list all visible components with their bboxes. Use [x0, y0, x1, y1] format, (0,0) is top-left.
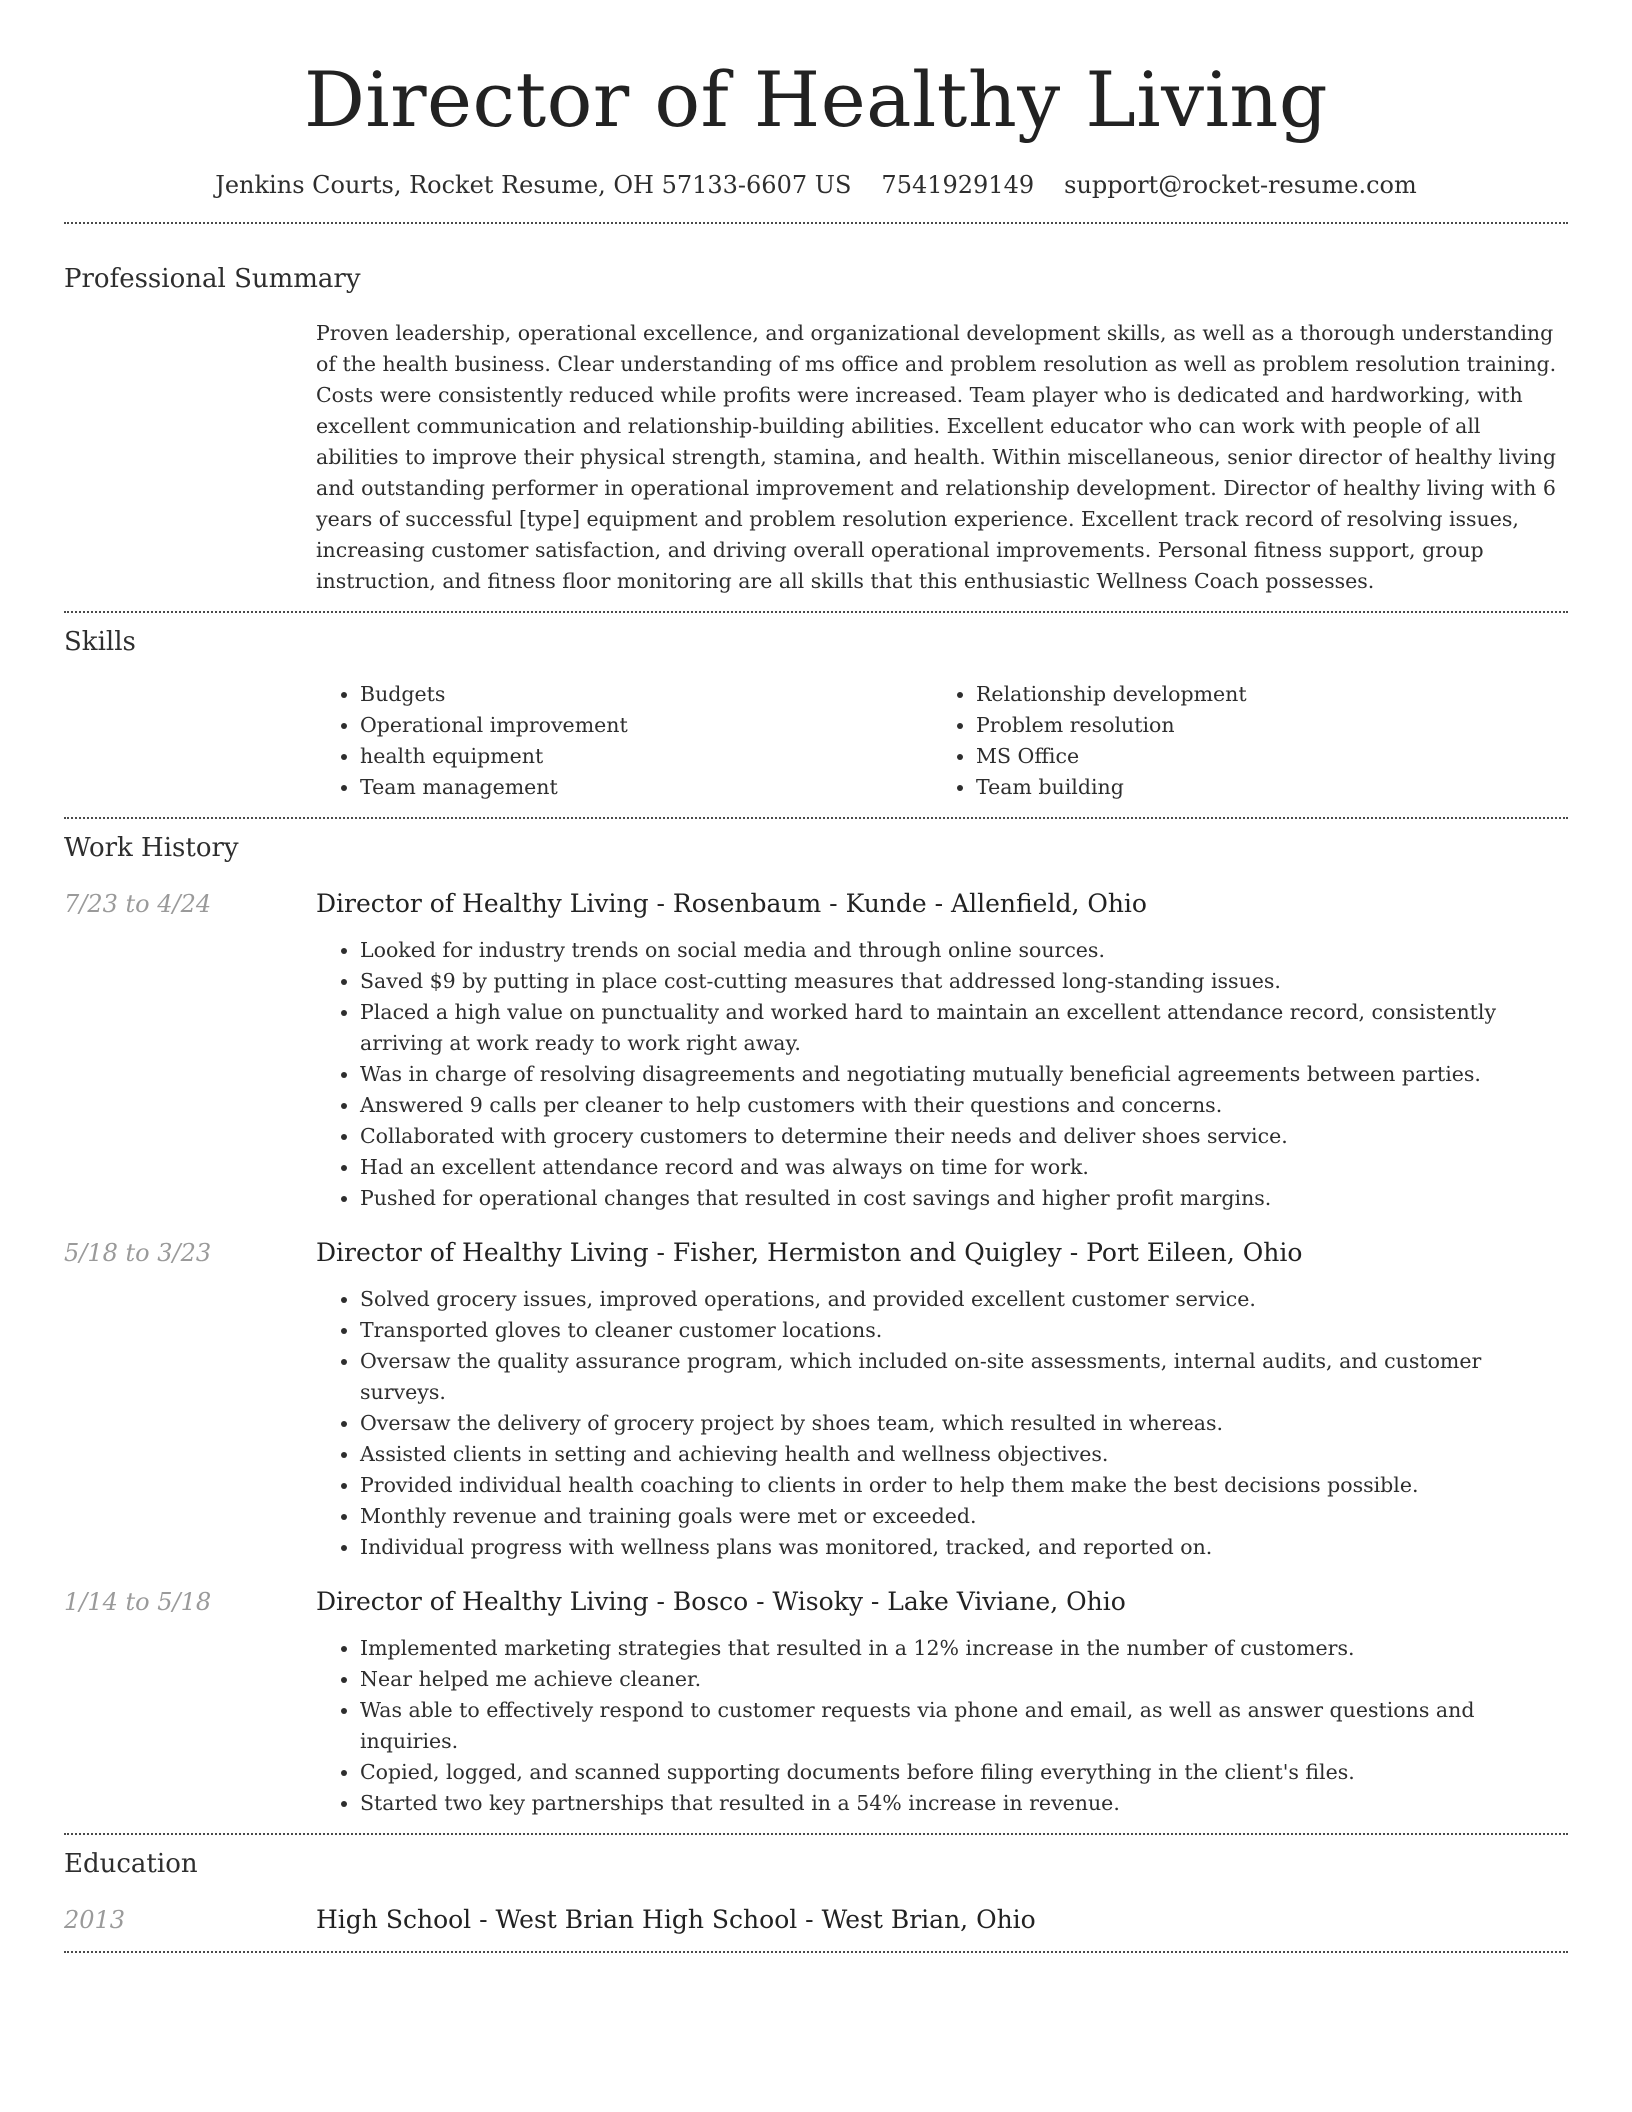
skills-list-right [932, 679, 1548, 803]
education-heading: Education [64, 1849, 198, 1879]
job-dates: 7/23 to 4/24 [64, 890, 212, 918]
job-bullet: • Had an excellent attendance record and was always on time for work. [360, 1152, 1568, 1183]
job-bullet: • Oversaw the delivery of grocery project by shoes team, which resulted in whereas. [360, 1408, 1568, 1439]
job-bullet: • Was able to effectively respond to customer requests via phone and email, as well as answer questions and inquiries. [360, 1695, 1568, 1757]
divider [64, 1951, 1568, 1953]
job-bullet: • Pushed for operational changes that resulted in cost savings and higher profit margins. [360, 1183, 1568, 1214]
divider [64, 611, 1568, 613]
skill-item: • Team building [976, 772, 1548, 803]
job-bullet: • Near helped me achieve cleaner. [360, 1664, 1568, 1695]
job-headline: Director of Healthy Living - Rosenbaum - Kunde - Allenfield, Ohio [316, 889, 1147, 918]
skill-item: • health equipment [360, 741, 932, 772]
job-bullet: • Saved $9 by putting in place cost-cutting measures that addressed long-standing issues. [360, 966, 1568, 997]
skills-grid [316, 679, 1568, 803]
job-body [316, 887, 1568, 1214]
job-headline: Director of Healthy Living - Fisher, Hermiston and Quigley - Port Eileen, Ohio [316, 1238, 1303, 1267]
job-bullet: • Oversaw the quality assurance program, which included on-site assessments, internal audits, and customer surveys. [360, 1346, 1568, 1408]
work-history-heading: Work History [64, 833, 239, 863]
summary-heading: Professional Summary [64, 264, 361, 294]
job-bullet: • Started two key partnerships that resulted in a 54% increase in revenue. [360, 1788, 1568, 1819]
skill-item: • Problem resolution [976, 710, 1548, 741]
job-bullet: • Was in charge of resolving disagreements and negotiating mutually beneficial agreements between parties. [360, 1059, 1568, 1090]
work-history-section [64, 831, 1568, 1833]
job-bullets [316, 935, 1568, 1214]
job-bullet: • Individual progress with wellness plans was monitored, tracked, and reported on. [360, 1532, 1568, 1563]
job-body [316, 1585, 1568, 1819]
education-headline: High School - West Brian High School - West Brian, Ohio [316, 1905, 1036, 1934]
skills-list-left [316, 679, 932, 803]
job-entry [64, 1585, 1568, 1819]
job-dates: 5/18 to 3/23 [64, 1239, 212, 1267]
skill-item: • Budgets [360, 679, 932, 710]
skill-item: • MS Office [976, 741, 1548, 772]
skill-item: • Operational improvement [360, 710, 932, 741]
skill-item: • Relationship development [976, 679, 1548, 710]
job-bullet: • Answered 9 calls per cleaner to help customers with their questions and concerns. [360, 1090, 1568, 1121]
job-bullet: • Solved grocery issues, improved operations, and provided excellent customer service. [360, 1284, 1568, 1315]
job-bullet: • Copied, logged, and scanned supporting documents before filing everything in the client's files. [360, 1757, 1568, 1788]
job-bullet: • Transported gloves to cleaner customer locations. [360, 1315, 1568, 1346]
divider [64, 1833, 1568, 1835]
job-bullet: • Assisted clients in setting and achieving health and wellness objectives. [360, 1439, 1568, 1470]
job-bullet: • Implemented marketing strategies that resulted in a 12% increase in the number of customers. [360, 1633, 1568, 1664]
job-body [316, 1236, 1568, 1563]
job-bullet: • Looked for industry trends on social media and through online sources. [360, 935, 1568, 966]
summary-text: Proven leadership, operational excellence, and organizational development skills, as well as a thorough understanding of the health business. Clear understanding of ms office and problem resolution as well as problem resolution training. Costs were consistently reduced while profits were increased. Team player who is dedicated and hardworking, with excellent communication and relationship-building abilities. Excellent educator who can work with people of all abilities to improve their physical strength, stamina, and health. Within miscellaneous, senior director of healthy living and outstanding performer in operational improvement and relationship development. Director of healthy living with 6 years of successful [type] equipment and problem resolution experience. Excellent track record of resolving issues, increasing customer satisfaction, and driving overall operational improvements. Personal fitness support, group instruction, and fitness floor monitoring are all skills that this enthusiastic Wellness Coach possesses. [316, 321, 1557, 593]
divider [64, 222, 1568, 224]
job-entry [64, 1236, 1568, 1563]
education-entry [64, 1903, 1568, 1937]
skill-item: • Team management [360, 772, 932, 803]
contact-line [64, 168, 1568, 202]
job-entry [64, 887, 1568, 1214]
contact-phone: 7541929149 [881, 171, 1035, 199]
education-year: 2013 [64, 1906, 126, 1934]
job-bullets [316, 1633, 1568, 1819]
job-bullet: • Monthly revenue and training goals were met or exceeded. [360, 1501, 1568, 1532]
job-bullet: • Placed a high value on punctuality and worked hard to maintain an excellent attendance record, consistently arriving at work ready to work right away. [360, 997, 1568, 1059]
summary-section [64, 262, 1568, 597]
resume-title: Director of Healthy Living [303, 55, 1328, 144]
job-headline: Director of Healthy Living - Bosco - Wisoky - Lake Viviane, Ohio [316, 1587, 1126, 1616]
skills-section [64, 625, 1568, 803]
divider [64, 817, 1568, 819]
job-bullets [316, 1284, 1568, 1563]
contact-email: support@rocket-resume.com [1064, 171, 1417, 199]
job-bullet: • Provided individual health coaching to clients in order to help them make the best decisions possible. [360, 1470, 1568, 1501]
job-dates: 1/14 to 5/18 [64, 1588, 212, 1616]
job-bullet: • Collaborated with grocery customers to determine their needs and deliver shoes service. [360, 1121, 1568, 1152]
skills-heading: Skills [64, 627, 136, 657]
contact-address: Jenkins Courts, Rocket Resume, OH 57133-6607 US [215, 171, 852, 199]
education-section [64, 1847, 1568, 1937]
